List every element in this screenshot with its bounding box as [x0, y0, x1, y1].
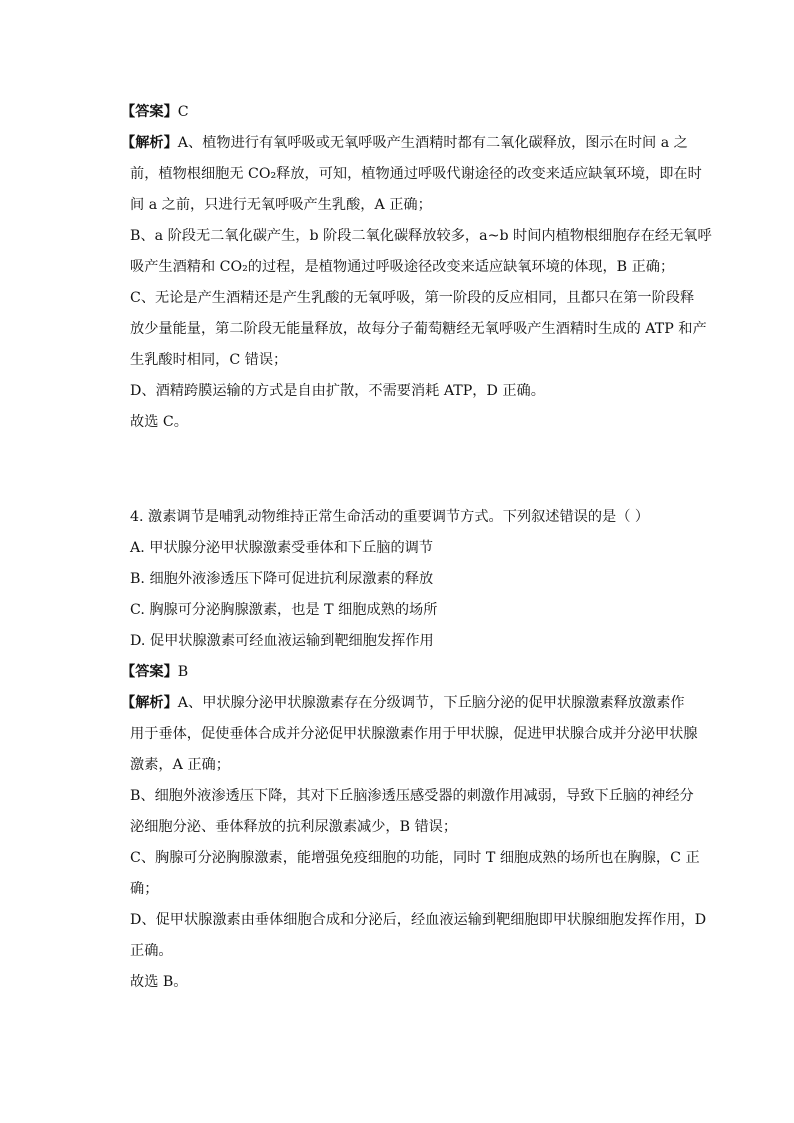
q4-stem: 4. 激素调节是哺乳动物维持正常生命活动的重要调节方式。下列叙述错误的是（ ） — [130, 509, 650, 525]
q4-analysis-text: A、甲状腺分泌甲状腺激素存在分级调节，下丘脑分泌的促甲状腺激素释放激素作 — [177, 695, 685, 711]
q3-answer-tag: 【答案】 — [121, 104, 178, 120]
q3-answer-line — [121, 102, 691, 122]
q3-analysis-line-8: 生乳酸时相同，C 错误； — [130, 352, 288, 368]
q4-analysis-line-5: 泌细胞分泌、垂体释放的抗利尿激素减少，B 错误； — [130, 819, 458, 835]
q3-answer: C — [177, 104, 189, 120]
q4-answer-line — [121, 662, 691, 682]
q3-analysis-line-6: C、无论是产生酒精还是产生乳酸的无氧呼吸，第一阶段的反应相同，且都只在第一阶段释 — [130, 290, 695, 306]
q4-analysis-tag: 【解析】 — [121, 695, 178, 711]
q3-analysis-text: A、植物进行有氧呼吸或无氧呼吸产生酒精时都有二氧化碳释放，图示在时间 a 之 — [177, 135, 688, 151]
q3-analysis-line-4: B、a 阶段无二氧化碳产生，b 阶段二氧化碳释放较多，a~b 时间内植物根细胞存在经无氧呼 — [130, 228, 712, 244]
q4-analysis-line-8: D、促甲状腺激素由垂体细胞合成和分泌后，经血液运输到靶细胞即甲状腺细胞发挥作用，D — [130, 912, 707, 928]
q4-analysis-line-6: C、胸腺可分泌胸腺激素，能增强免疫细胞的功能，同时 T 细胞成熟的场所也在胸腺，C 正 — [130, 850, 700, 866]
q4-option-b: B. 细胞外液渗透压下降可促进抗利尿激素的释放 — [130, 571, 434, 587]
q4-answer: B — [177, 664, 189, 680]
q4-option-a: A. 甲状腺分泌甲状腺激素受垂体和下丘脑的调节 — [130, 540, 434, 556]
q4-answer-tag: 【答案】 — [121, 664, 178, 680]
q3-conclusion: 故选 C。 — [130, 414, 188, 430]
q3-analysis-line-9: D、酒精跨膜运输的方式是自由扩散，不需要消耗 ATP，D 正确。 — [130, 383, 545, 399]
q3-analysis-line-3: 间 a 之前，只进行无氧呼吸产生乳酸，A 正确； — [130, 197, 432, 213]
q3-analysis-line-2: 前，植物根细胞无 CO₂释放，可知，植物通过呼吸代谢途径的改变来适应缺氧环境，即在时 — [130, 166, 702, 182]
q4-conclusion: 故选 B。 — [130, 974, 188, 990]
q3-analysis-line-1 — [121, 133, 691, 153]
q3-analysis-line-7: 放少量能量，第二阶段无能量释放，故每分子葡萄糖经无氧呼吸产生酒精时生成的 ATP 和产 — [130, 321, 707, 337]
q4-option-d: D. 促甲状腺激素可经血液运输到靶细胞发挥作用 — [130, 633, 434, 649]
q4-option-c: C. 胸腺可分泌胸腺激素，也是 T 细胞成熟的场所 — [130, 602, 438, 618]
q4-analysis-line-9: 正确。 — [130, 943, 173, 959]
q3-analysis-tag: 【解析】 — [121, 135, 178, 151]
q4-analysis-line-3: 激素，A 正确； — [130, 757, 230, 773]
q4-analysis-line-1 — [121, 693, 691, 713]
q4-analysis-line-7: 确； — [130, 881, 159, 897]
q4-analysis-line-2: 用于垂体，促使垂体合成并分泌促甲状腺激素作用于甲状腺，促进甲状腺合成并分泌甲状腺 — [130, 726, 698, 742]
q4-analysis-line-4: B、细胞外液渗透压下降，其对下丘脑渗透压感受器的刺激作用减弱，导致下丘脑的神经分 — [130, 788, 694, 804]
q3-analysis-line-5: 吸产生酒精和 CO₂的过程，是植物通过呼吸途径改变来适应缺氧环境的体现，B 正确； — [130, 259, 675, 275]
